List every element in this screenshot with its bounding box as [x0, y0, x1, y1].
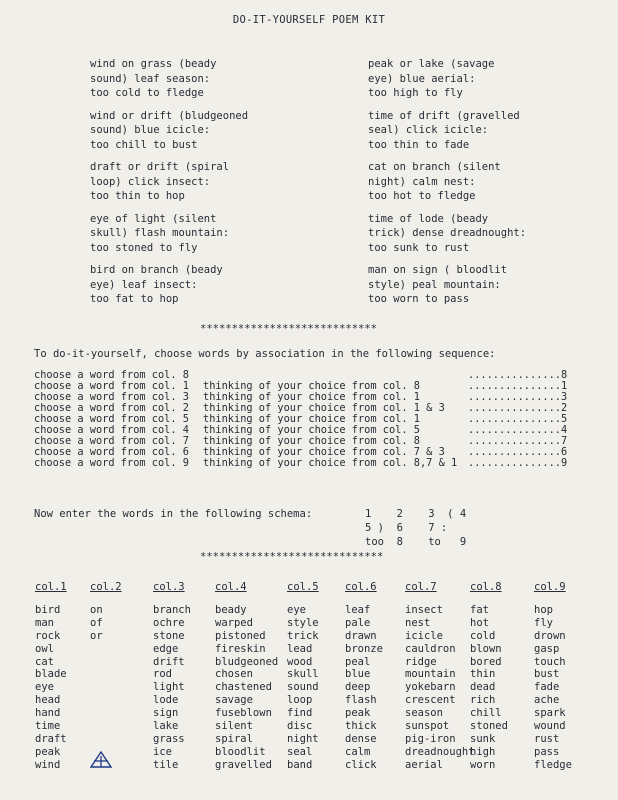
- word-item: disc: [287, 720, 313, 733]
- word-item: chosen: [215, 668, 253, 681]
- word-item: fat: [470, 604, 489, 616]
- sequence-blank-line: ...............9: [468, 457, 568, 469]
- word-item: season: [405, 707, 443, 720]
- word-item: find: [287, 707, 313, 720]
- word-item: ridge: [405, 655, 437, 668]
- column-header: col.8: [470, 581, 502, 593]
- word-item: pistoned: [215, 629, 266, 642]
- poem-line: too stoned to fly: [90, 241, 198, 254]
- poem-line: man on sign ( bloodlit: [368, 264, 508, 276]
- word-item: thick: [345, 720, 377, 733]
- word-item: or: [90, 629, 103, 642]
- poem-line: too high to fly: [368, 87, 463, 100]
- poem-stanza: [90, 212, 229, 256]
- word-item: chastened: [215, 681, 272, 694]
- word-column: [90, 604, 103, 643]
- word-item: rust: [534, 732, 560, 745]
- word-column: [215, 604, 278, 772]
- sequence-blank-line: ...............5: [468, 413, 568, 425]
- word-item: spiral: [215, 732, 253, 745]
- word-item: worn: [470, 758, 496, 771]
- sequence-thinking-text: thinking of your choice from col. 1 & 3: [203, 402, 445, 414]
- word-item: peak: [35, 745, 61, 758]
- sequence-thinking-text: thinking of your choice from col. 1: [203, 391, 420, 403]
- word-item: chill: [470, 707, 502, 720]
- poem-line: too cold to fledge: [90, 87, 204, 100]
- word-item: hot: [470, 616, 489, 629]
- word-item: pale: [345, 616, 371, 629]
- poem-stanza: [90, 109, 248, 153]
- poem-stanza: [368, 263, 507, 307]
- poem-line: trick) dense dreadnought:: [368, 227, 527, 240]
- word-item: tile: [153, 758, 179, 771]
- poem-line: too worn to pass: [368, 293, 470, 306]
- word-item: ache: [534, 694, 560, 707]
- word-item: bust: [534, 668, 560, 681]
- word-item: cat: [35, 655, 54, 668]
- word-column: [405, 604, 475, 772]
- word-item: peal: [345, 655, 371, 668]
- word-item: owl: [35, 642, 54, 655]
- sequence-choose-text: choose a word from col. 4: [34, 424, 189, 436]
- poem-line: eye) blue aerial:: [368, 72, 476, 85]
- word-item: insect: [405, 604, 443, 616]
- column-header: col.5: [287, 581, 319, 593]
- word-item: trick: [287, 629, 319, 642]
- word-item: drawn: [345, 629, 377, 642]
- poem-line: wind or drift (bludgeoned: [90, 109, 249, 122]
- word-item: draft: [35, 732, 67, 745]
- word-item: fireskin: [215, 642, 266, 655]
- word-column: [35, 604, 67, 772]
- word-item: edge: [153, 642, 179, 655]
- poem-line: loop) click insect:: [90, 175, 211, 188]
- schema-line: 5 ) 6 7 :: [365, 522, 448, 534]
- schema-line: 1 2 3 ( 4: [365, 508, 467, 520]
- word-item: branch: [153, 604, 191, 616]
- word-item: deep: [345, 681, 371, 694]
- word-item: bored: [470, 655, 502, 668]
- word-column: [470, 604, 508, 772]
- triangle-monogram-stamp-icon: [90, 750, 112, 768]
- word-item: eye: [287, 604, 306, 616]
- sequence-thinking-text: thinking of your choice from col. 8: [203, 380, 420, 392]
- word-item: night: [287, 732, 319, 745]
- word-item: peak: [345, 707, 371, 720]
- word-column: [534, 604, 572, 772]
- word-item: bludgeoned: [215, 655, 279, 668]
- word-item: hand: [35, 707, 61, 720]
- poem-line: seal) click icicle:: [368, 124, 489, 137]
- word-item: rich: [470, 694, 496, 707]
- poem-line: eye of light (silent: [90, 212, 217, 225]
- sequence-thinking-text: thinking of your choice from col. 5: [203, 424, 420, 436]
- word-item: pig-iron: [405, 732, 456, 745]
- word-item: grass: [153, 732, 185, 745]
- word-item: silent: [215, 720, 253, 733]
- poem-line: draft or drift (spiral: [90, 161, 230, 173]
- word-item: gasp: [534, 642, 560, 655]
- separator-stars-2: *****************************: [200, 551, 384, 563]
- sequence-choose-text: choose a word from col. 8: [34, 369, 189, 381]
- word-item: calm: [345, 745, 371, 758]
- poem-stanza: [368, 109, 520, 153]
- sequence-choose-text: choose a word from col. 6: [34, 446, 189, 458]
- word-item: leaf: [345, 604, 371, 616]
- column-header: col.7: [405, 581, 437, 593]
- schema-grid: [365, 507, 466, 549]
- word-item: dreadnought: [405, 745, 475, 758]
- word-item: rod: [153, 668, 172, 681]
- page-title: DO-IT-YOURSELF POEM KIT: [232, 14, 386, 26]
- poem-line: too thin to hop: [90, 190, 185, 203]
- poem-line: eye) leaf insect:: [90, 278, 198, 291]
- poem-line: too thin to fade: [368, 138, 470, 151]
- word-item: light: [153, 681, 185, 694]
- poem-line: wind on grass (beady: [90, 58, 217, 70]
- word-item: blown: [470, 642, 502, 655]
- word-item: lead: [287, 642, 313, 655]
- sequence-thinking-text: thinking of your choice from col. 8: [203, 435, 420, 447]
- sequence-thinking-text: thinking of your choice from col. 1: [203, 413, 420, 425]
- poem-line: sound) leaf season:: [90, 72, 211, 85]
- word-item: sound: [287, 681, 319, 694]
- poem-stanza: [90, 57, 216, 101]
- word-item: yokebarn: [405, 681, 456, 694]
- poem-line: too chill to bust: [90, 138, 198, 151]
- word-item: flash: [345, 694, 377, 707]
- word-item: blade: [35, 668, 67, 681]
- sequence-blank-line: ...............8: [468, 369, 568, 381]
- poem-line: skull) flash mountain:: [90, 227, 230, 240]
- word-item: nest: [405, 616, 431, 629]
- word-item: bronze: [345, 642, 383, 655]
- word-item: wound: [534, 720, 566, 733]
- word-item: time: [35, 720, 61, 733]
- word-item: eye: [35, 681, 54, 694]
- column-header: col.9: [534, 581, 566, 593]
- word-item: band: [287, 758, 313, 771]
- column-header: col.3: [153, 581, 185, 593]
- sequence-blank-line: ...............3: [468, 391, 568, 403]
- word-item: ochre: [153, 616, 185, 629]
- word-item: fledge: [534, 758, 572, 771]
- schema-line: too 8 to 9: [365, 536, 467, 548]
- poem-line: bird on branch (beady: [90, 264, 223, 276]
- poem-stanza: [368, 57, 494, 101]
- word-item: of: [90, 616, 103, 629]
- word-item: fuseblown: [215, 707, 272, 720]
- word-item: stoned: [470, 720, 508, 733]
- sequence-thinking-text: thinking of your choice from col. 8,7 & 1: [203, 457, 458, 469]
- word-item: fade: [534, 681, 560, 694]
- schema-label: Now enter the words in the following schema:: [34, 508, 313, 520]
- word-item: bird: [35, 604, 61, 616]
- sequence-choose-text: choose a word from col. 5: [34, 413, 189, 425]
- word-item: stone: [153, 629, 185, 642]
- word-item: sign: [153, 707, 179, 720]
- word-item: sunspot: [405, 720, 450, 733]
- word-item: cold: [470, 629, 496, 642]
- poem-line: too fat to hop: [90, 293, 179, 306]
- word-item: lake: [153, 720, 179, 733]
- word-column: [153, 604, 191, 772]
- word-item: pass: [534, 745, 560, 758]
- poem-line: time of lode (beady: [368, 212, 489, 225]
- word-item: thin: [470, 668, 496, 681]
- poem-line: too sunk to rust: [368, 241, 470, 254]
- word-item: crescent: [405, 694, 456, 707]
- word-item: loop: [287, 694, 313, 707]
- column-header: col.6: [345, 581, 377, 593]
- poem-line: time of drift (gravelled: [368, 109, 520, 122]
- sequence-choose-text: choose a word from col. 9: [34, 457, 189, 469]
- sequence-blank-line: ...............2: [468, 402, 568, 414]
- word-item: wood: [287, 655, 313, 668]
- poem-line: peak or lake (savage: [368, 58, 495, 70]
- word-item: beady: [215, 604, 247, 616]
- word-item: lode: [153, 694, 179, 707]
- sequence-blank-line: ...............4: [468, 424, 568, 436]
- poem-line: style) peal mountain:: [368, 278, 501, 291]
- word-column: [345, 604, 383, 772]
- sequence-blank-line: ...............1: [468, 380, 568, 392]
- sequence-choose-text: choose a word from col. 7: [34, 435, 189, 447]
- word-item: icicle: [405, 629, 443, 642]
- word-item: on: [90, 604, 103, 616]
- poem-stanza: [368, 160, 501, 204]
- word-item: touch: [534, 655, 566, 668]
- word-item: seal: [287, 745, 313, 758]
- word-item: man: [35, 616, 54, 629]
- word-item: bloodlit: [215, 745, 266, 758]
- word-item: dead: [470, 681, 496, 694]
- word-column: [287, 604, 319, 772]
- column-header: col.1: [35, 581, 67, 593]
- word-item: head: [35, 694, 61, 707]
- word-item: sunk: [470, 732, 496, 745]
- word-item: drown: [534, 629, 566, 642]
- poem-line: cat on branch (silent: [368, 161, 501, 173]
- word-item: drift: [153, 655, 185, 668]
- sequence-choose-text: choose a word from col. 1: [34, 380, 189, 392]
- word-item: click: [345, 758, 377, 771]
- word-item: cauldron: [405, 642, 456, 655]
- word-item: fly: [534, 616, 553, 629]
- sequence-blank-line: ...............7: [468, 435, 568, 447]
- poem-line: sound) blue icicle:: [90, 124, 211, 137]
- sequence-blank-line: ...............6: [468, 446, 568, 458]
- word-item: style: [287, 616, 319, 629]
- word-item: dense: [345, 732, 377, 745]
- sequence-choose-text: choose a word from col. 3: [34, 391, 189, 403]
- word-item: skull: [287, 668, 319, 681]
- word-item: aerial: [405, 758, 443, 771]
- word-item: wind: [35, 758, 61, 771]
- separator-stars-1: ****************************: [200, 323, 378, 335]
- column-header: col.4: [215, 581, 247, 593]
- word-item: mountain: [405, 668, 456, 681]
- poem-stanza: [368, 212, 526, 256]
- sequence-thinking-text: thinking of your choice from col. 7 & 3: [203, 446, 445, 458]
- word-item: blue: [345, 668, 371, 681]
- sequence-choose-text: choose a word from col. 2: [34, 402, 189, 414]
- poem-stanza: [90, 160, 229, 204]
- word-item: hop: [534, 604, 553, 616]
- word-item: gravelled: [215, 758, 272, 771]
- word-item: savage: [215, 694, 253, 707]
- poem-stanza: [90, 263, 223, 307]
- word-item: rock: [35, 629, 61, 642]
- poem-line: too hot to fledge: [368, 190, 476, 203]
- instruction-text: To do-it-yourself, choose words by association in the following sequence:: [34, 348, 496, 360]
- word-item: warped: [215, 616, 253, 629]
- column-header: col.2: [90, 581, 122, 593]
- word-item: ice: [153, 745, 172, 758]
- word-item: spark: [534, 707, 566, 720]
- word-item: high: [470, 745, 496, 758]
- poem-line: night) calm nest:: [368, 175, 476, 188]
